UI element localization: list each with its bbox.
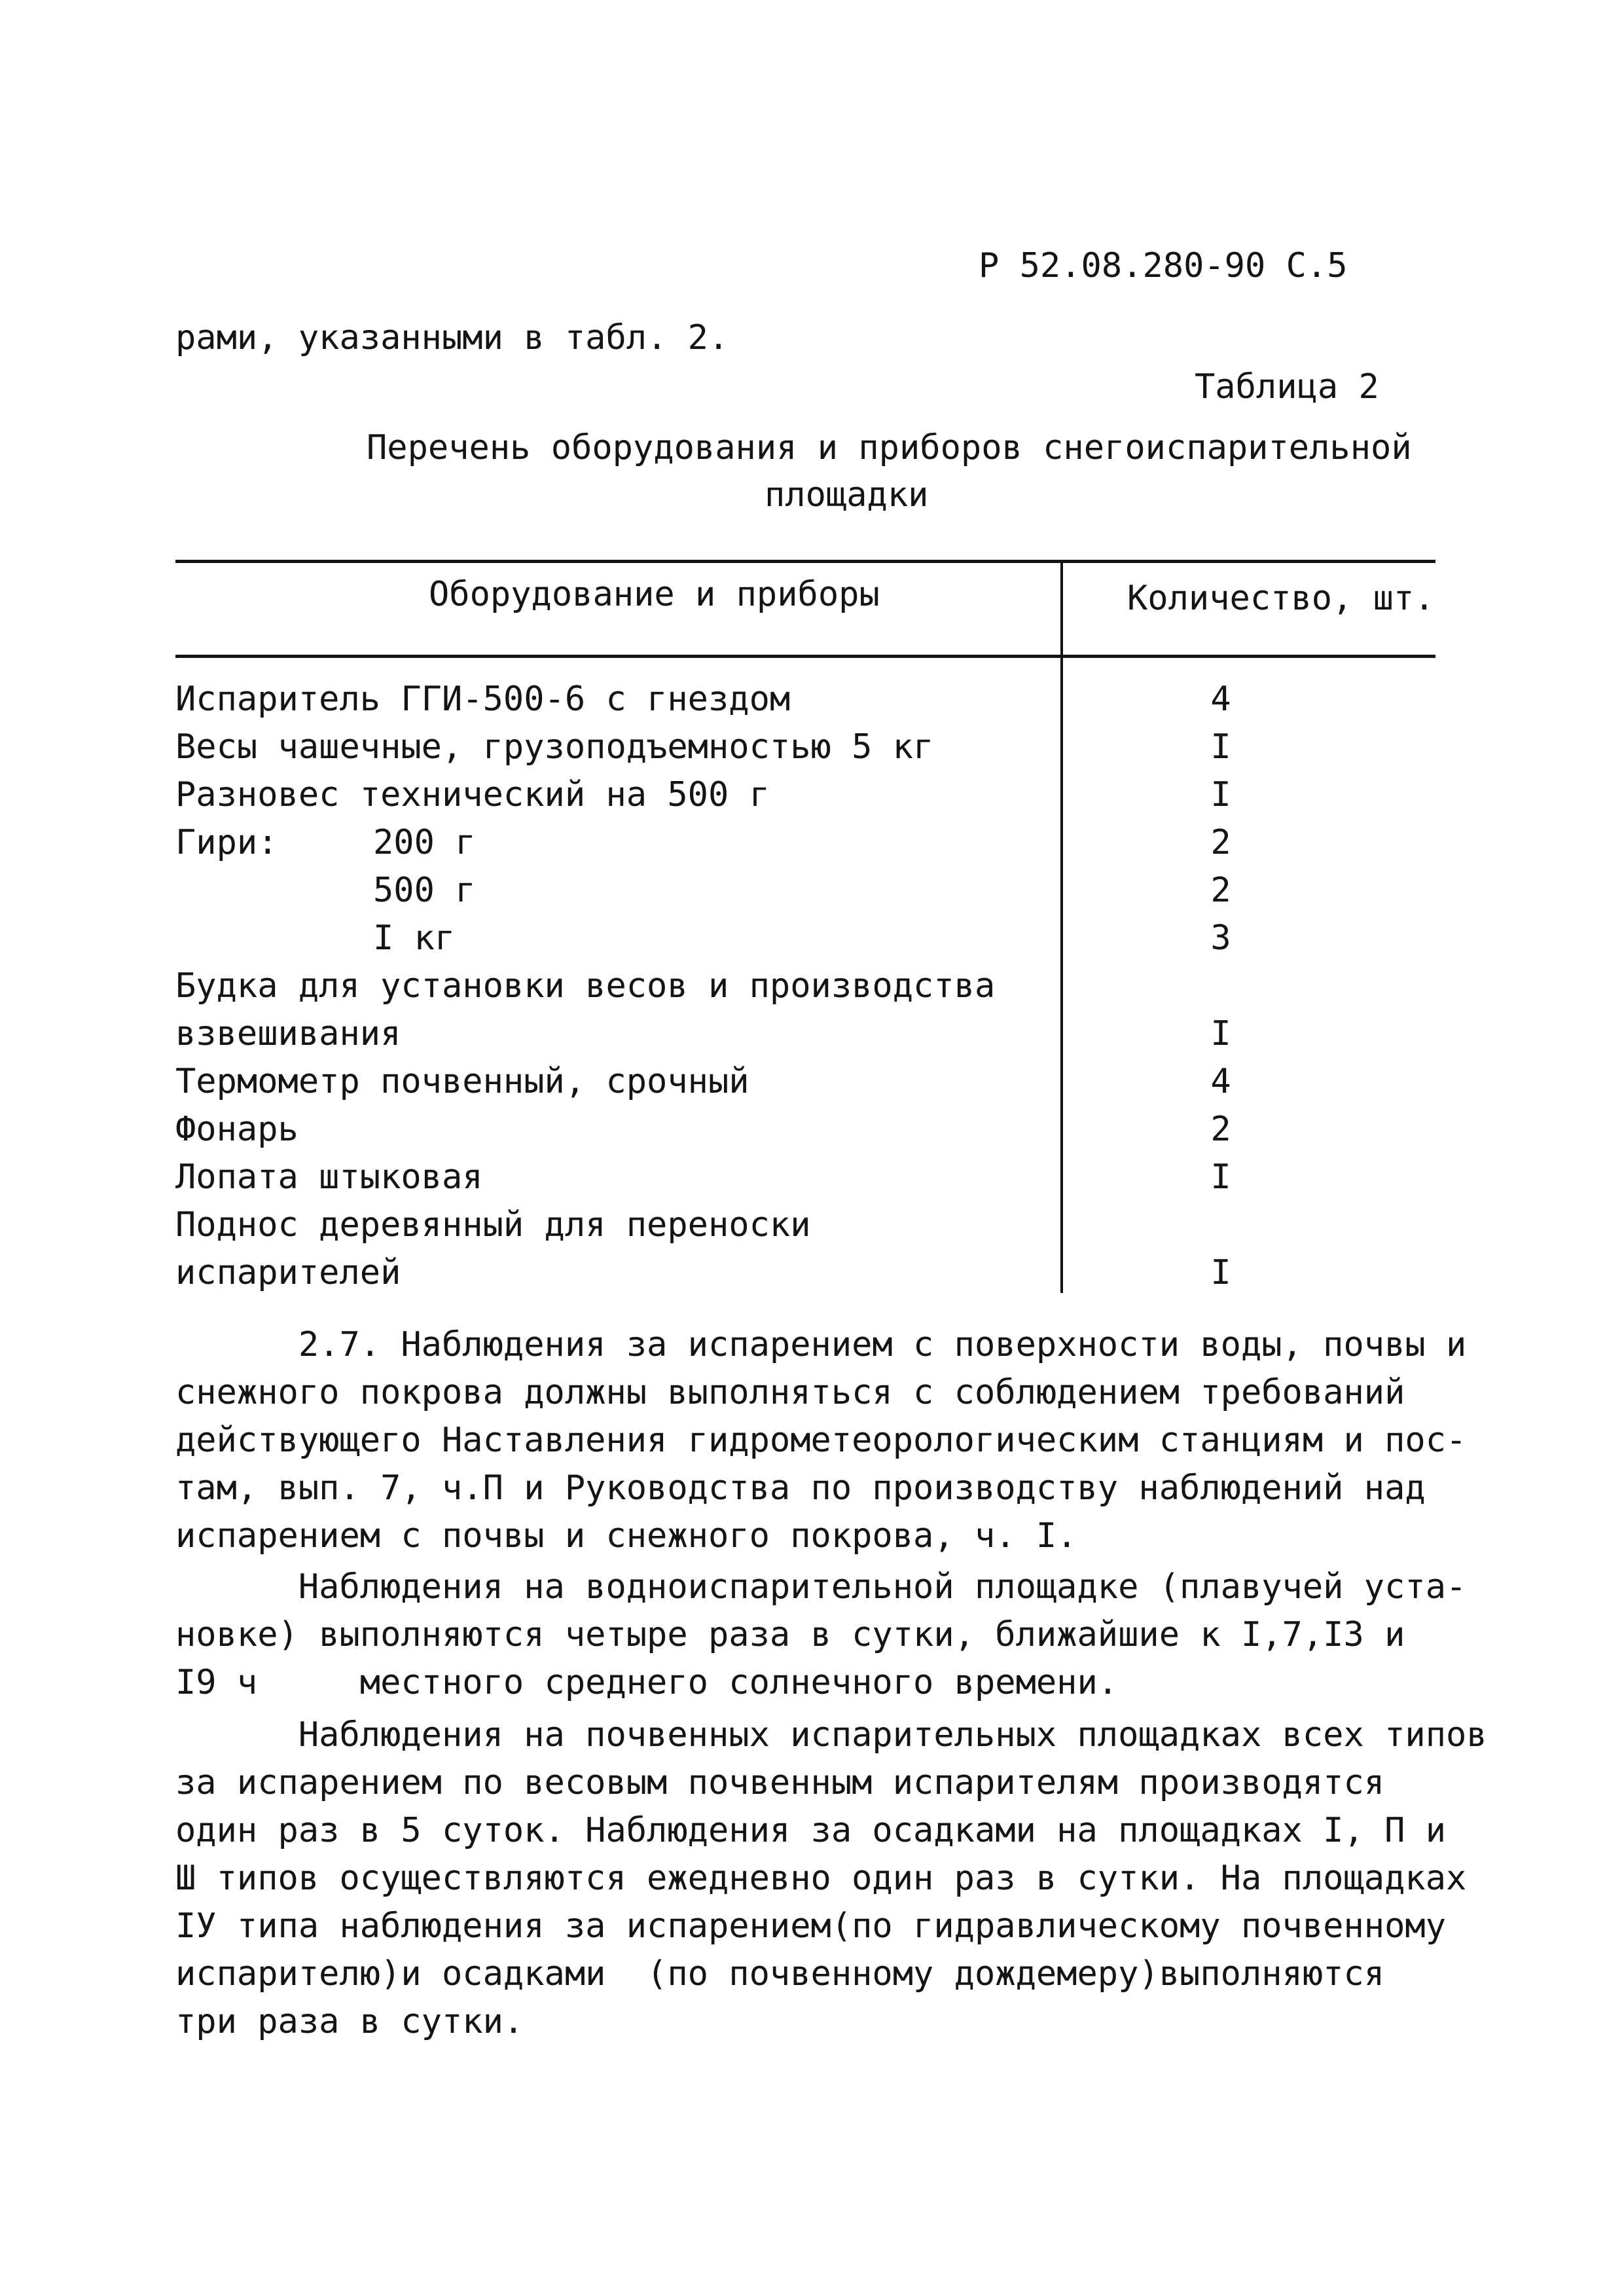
paragraph-line: за испарением по весовым почвенным испарителям производятся (175, 1763, 1385, 1802)
table-column-divider (1060, 658, 1063, 1293)
document-reference: Р 52.08.280-90 С.5 (979, 246, 1348, 285)
paragraph-line: снежного покрова должны выполняться с соблюдением требований (175, 1373, 1405, 1412)
paragraph-line: новке) выполняются четыре раза в сутки, ближайшие к I,7,I3 и (175, 1615, 1405, 1654)
row-item-subvalue: I кг (373, 919, 456, 958)
row-item-name: испарителей (175, 1253, 401, 1292)
row-quantity: I (1210, 1253, 1231, 1292)
paragraph-line: I9 ч местного среднего солнечного времени. (175, 1663, 1119, 1702)
row-item-name: Лопата штыковая (175, 1157, 483, 1197)
row-item-name: Разновес технический на 500 г (175, 775, 770, 814)
table-label: Таблица 2 (1195, 367, 1379, 407)
table-header-divider (1060, 560, 1063, 658)
row-quantity: I (1210, 727, 1231, 767)
row-item-name: Фонарь (175, 1110, 298, 1149)
row-item-name: Гири: (175, 823, 278, 862)
paragraph-line: Наблюдения на почвенных испарительных площадках всех типов (175, 1715, 1487, 1755)
row-quantity: 4 (1210, 1062, 1231, 1101)
paragraph-line: три раза в сутки. (175, 2002, 524, 2041)
paragraph-line: испарителю)и осадками (по почвенному дождемеру)выполняются (175, 1954, 1385, 1994)
row-quantity: I (1210, 775, 1231, 814)
row-quantity: 3 (1210, 919, 1231, 958)
intro-line: рами, указанными в табл. 2. (175, 318, 729, 357)
row-item-name: Термометр почвенный, срочный (175, 1062, 749, 1101)
row-item-subvalue: 200 г (373, 823, 476, 862)
paragraph-line: Ш типов осуществляются ежедневно один раз в сутки. На площадках (175, 1859, 1467, 1898)
table-top-rule (175, 560, 1435, 563)
paragraph-line: один раз в 5 суток. Наблюдения за осадками на площадках I, П и (175, 1811, 1447, 1850)
column-header-quantity: Количество, шт. (1127, 579, 1435, 618)
row-item-name: взвешивания (175, 1014, 401, 1053)
row-item-subvalue: 500 г (373, 871, 476, 910)
paragraph-line: IУ типа наблюдения за испарением(по гидравлическому почвенному (175, 1906, 1447, 1946)
row-quantity: I (1210, 1014, 1231, 1053)
row-quantity: I (1210, 1157, 1231, 1197)
paragraph-line: там, вып. 7, ч.П и Руководства по производству наблюдений над (175, 1468, 1426, 1508)
table-caption-line-2: площадки (765, 475, 929, 515)
row-quantity: 2 (1210, 1110, 1231, 1149)
row-quantity: 2 (1210, 823, 1231, 862)
paragraph-line: Наблюдения на водноиспарительной площадке (плавучей уста- (175, 1567, 1467, 1607)
row-item-name: Будка для установки весов и производства (175, 966, 996, 1006)
row-item-name: Поднос деревянный для переноски (175, 1205, 811, 1245)
paragraph-line: испарением с почвы и снежного покрова, ч. I. (175, 1516, 1077, 1556)
row-quantity: 4 (1210, 680, 1231, 719)
paragraph-line: действующего Наставления гидрометеорологическим станциям и пос- (175, 1421, 1467, 1460)
row-item-name: Весы чашечные, грузоподъемностью 5 кг (175, 727, 934, 767)
table-caption-line-1: Перечень оборудования и приборов снегоиспарительной (367, 428, 1412, 467)
paragraph-line: 2.7. Наблюдения за испарением с поверхности воды, почвы и (175, 1325, 1467, 1364)
row-item-name: Испаритель ГГИ-500-6 с гнездом (175, 680, 791, 719)
table-header-rule (175, 655, 1435, 658)
column-header-equipment: Оборудование и приборы (429, 575, 880, 614)
row-quantity: 2 (1210, 871, 1231, 910)
